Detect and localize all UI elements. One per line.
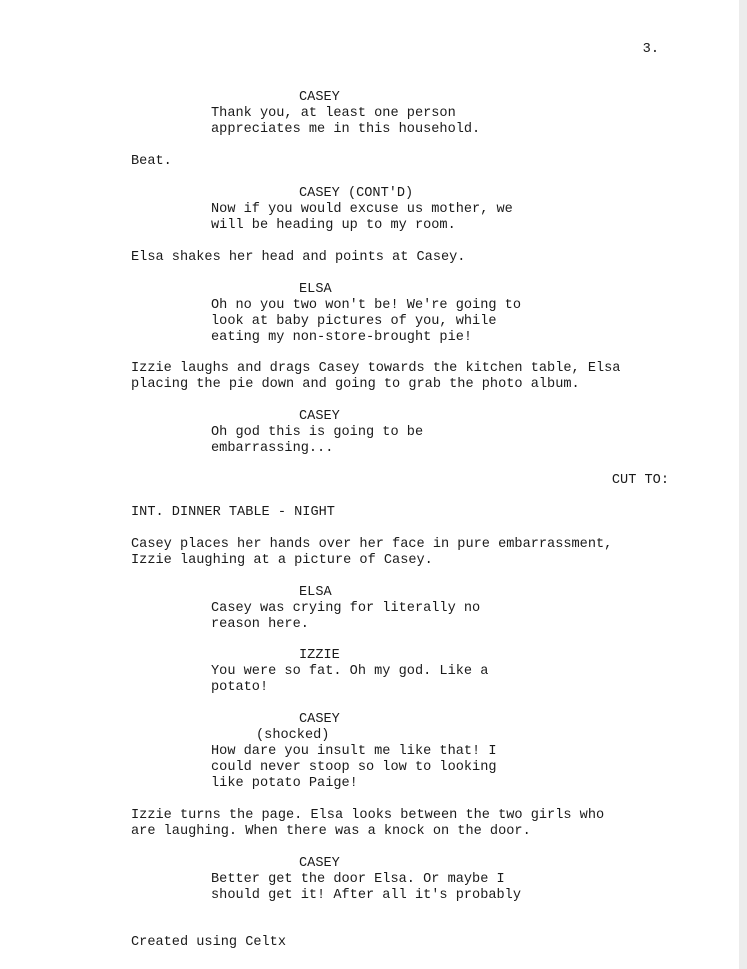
dialogue-line: Oh no you two won't be! We're going to bbox=[211, 298, 521, 313]
parenthetical: (shocked) bbox=[256, 728, 330, 743]
dialogue-line: should get it! After all it's probably bbox=[211, 888, 521, 903]
dialogue-line: look at baby pictures of you, while bbox=[211, 314, 497, 329]
dialogue-line: You were so fat. Oh my god. Like a bbox=[211, 664, 489, 679]
action-line: Elsa shakes her head and points at Casey. bbox=[131, 250, 466, 265]
dialogue-line: could never stoop so low to looking bbox=[211, 760, 497, 775]
dialogue-line: Better get the door Elsa. Or maybe I bbox=[211, 872, 505, 887]
action-line: are laughing. When there was a knock on the door. bbox=[131, 824, 531, 839]
dialogue-line: eating my non-store-brought pie! bbox=[211, 330, 473, 345]
dialogue-line: Thank you, at least one person bbox=[211, 106, 456, 121]
character-name: ELSA bbox=[299, 585, 332, 600]
page-number: 3. bbox=[642, 42, 659, 57]
dialogue-line: potato! bbox=[211, 680, 269, 695]
action-line: Izzie laughing at a picture of Casey. bbox=[131, 553, 433, 568]
character-name: CASEY (CONT'D) bbox=[299, 186, 414, 201]
dialogue-line: Oh god this is going to be bbox=[211, 425, 424, 440]
dialogue-line: Casey was crying for literally no bbox=[211, 601, 481, 616]
character-name: CASEY bbox=[299, 712, 340, 727]
character-name: IZZIE bbox=[299, 648, 340, 663]
action-line: Beat. bbox=[131, 154, 172, 169]
action-line: Casey places her hands over her face in pure embarrassment, bbox=[131, 537, 613, 552]
transition: CUT TO: bbox=[611, 473, 669, 488]
character-name: CASEY bbox=[299, 856, 340, 871]
character-name: CASEY bbox=[299, 409, 340, 424]
dialogue-line: reason here. bbox=[211, 617, 309, 632]
footer-credit: Created using Celtx bbox=[131, 935, 286, 950]
dialogue-line: Now if you would excuse us mother, we bbox=[211, 202, 513, 217]
dialogue-line: like potato Paige! bbox=[211, 776, 358, 791]
dialogue-line: will be heading up to my room. bbox=[211, 218, 456, 233]
character-name: CASEY bbox=[299, 90, 340, 105]
scene-heading: INT. DINNER TABLE - NIGHT bbox=[131, 505, 335, 520]
character-name: ELSA bbox=[299, 282, 332, 297]
action-line: Izzie turns the page. Elsa looks between the two girls who bbox=[131, 808, 605, 823]
dialogue-line: appreciates me in this household. bbox=[211, 122, 481, 137]
dialogue-line: How dare you insult me like that! I bbox=[211, 744, 497, 759]
action-line: placing the pie down and going to grab the photo album. bbox=[131, 377, 580, 392]
page-edge bbox=[739, 0, 747, 969]
dialogue-line: embarrassing... bbox=[211, 441, 334, 456]
action-line: Izzie laughs and drags Casey towards the kitchen table, Elsa bbox=[131, 361, 621, 376]
